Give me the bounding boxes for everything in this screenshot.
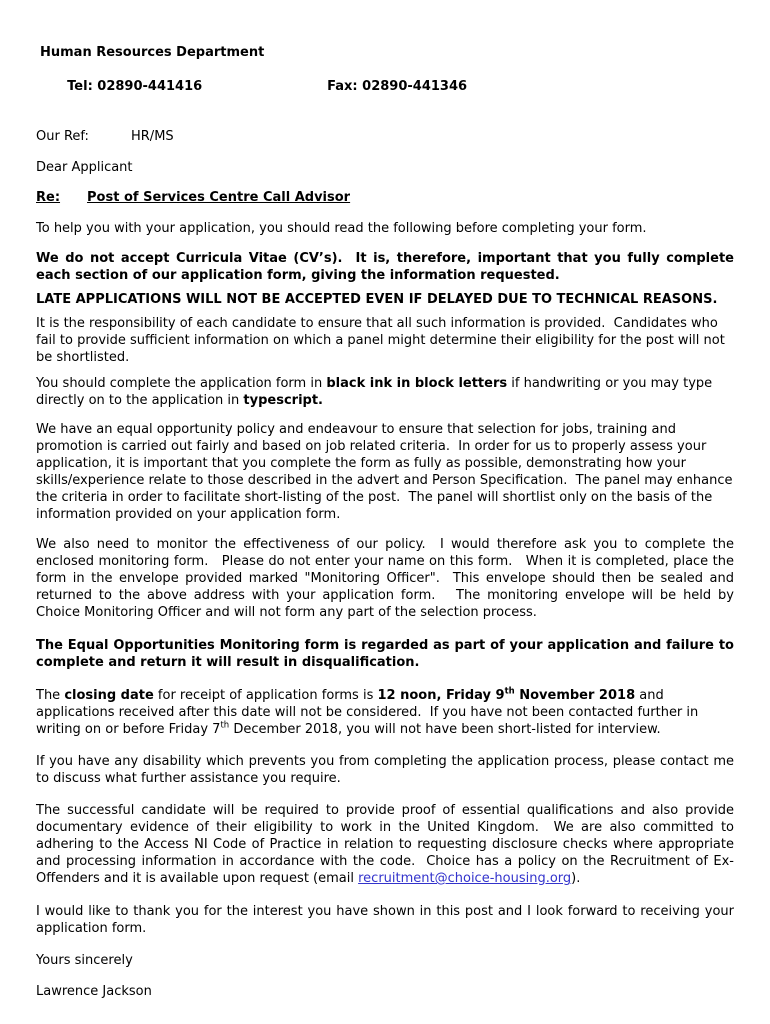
letterhead	[36, 44, 734, 112]
paragraph-monitoring: We also need to monitor the effectiveness of our policy. I would therefore ask you to complete the enclosed monitoring form. Please do not enter your name on this form. When it is completed, place the form in the envelope provided marked "Monitoring Officer". This envelope should then be sealed and returned to the above address with your application form. The monitoring envelope will be held by Choice Monitoring Officer and will not form any part of the selection process.	[36, 537, 739, 620]
successful-text-2: ).	[571, 871, 581, 886]
salutation: Dear Applicant	[36, 160, 133, 175]
closing-ordinal-1: th	[504, 686, 515, 697]
paragraph-no-cv: We do not accept Curricula Vitae (CV’s). It is, therefore, important that you fully complete each section of our application form, giving the information requested.	[36, 251, 739, 283]
black-ink-bold-2: typescript.	[243, 393, 323, 408]
black-ink-text-2: if handwriting or you may type directly on to the application in	[36, 376, 717, 408]
closing-text-3: and applications received after this date will not be considered. If you have not been contacted further in writing on or before Friday 7	[36, 688, 703, 737]
closing-text-1: The	[36, 688, 65, 703]
closing-text-4: December 2018, you will not have been short-listed for interview.	[229, 722, 661, 737]
paragraph-black-ink	[36, 375, 734, 409]
email-link[interactable]: recruitment@choice-housing.org	[358, 871, 572, 886]
reference-row	[36, 128, 734, 145]
paragraph-disability: If you have any disability which prevents you from completing the application process, please contact me to discuss what further assistance you require.	[36, 754, 739, 786]
paragraph-equal-opportunity: We have an equal opportunity policy and endeavour to ensure that selection for jobs, training and promotion is carried out fairly and based on job related criteria. In order for us to properly assess your application, it is important that you complete the form as fully as possible, demonstrating how your skills/experience relate to those described in the advert and Person Specification. The panel may enhance the criteria in order to facilitate short-listing of the post. The panel will shortlist only on the basis of the information provided on your application form.	[36, 422, 737, 522]
closing-deadline-part-1: 12 noon, Friday 9	[377, 688, 505, 703]
subject-label: Re:	[36, 190, 61, 205]
tel-number: Tel: 02890-441416	[67, 79, 203, 94]
paragraph-responsibility: It is the responsibility of each candidate to ensure that all such information is provided. Candidates who fail to provide sufficient information on which a panel might determine their eligibility for the post will not be shortlisted.	[36, 316, 729, 365]
signature-name: Lawrence Jackson	[36, 984, 152, 999]
subject-title: Post of Services Centre Call Advisor	[87, 190, 351, 205]
paragraph-successful-candidate	[36, 802, 739, 887]
closing-date-bold: closing date	[64, 688, 154, 703]
reference-label: Our Ref:	[36, 129, 89, 144]
closing-ordinal-2: th	[220, 720, 230, 731]
valediction: Yours sincerely	[36, 953, 133, 968]
closing-deadline-bold	[377, 688, 635, 703]
closing-text-2: for receipt of application forms is	[153, 688, 378, 703]
subject-row	[36, 189, 734, 206]
successful-text-1: The successful candidate will be required to provide proof of essential qualifications and also provide documentary evidence of their eligibility to work in the United Kingdom. We are also committed to adhering to the Access NI Code of Practice in relation to requesting disclosure checks where appropriate and processing information in accordance with the code. Choice has a policy on the Recruitment of Ex-Offenders and it is available upon request (email	[36, 803, 739, 886]
reference-value: HR/MS	[131, 129, 174, 144]
paragraph-eo-monitoring-bold: The Equal Opportunities Monitoring form is regarded as part of your application and failure to complete and return it will result in disqualification.	[36, 638, 739, 670]
department-title: Human Resources Department	[40, 45, 265, 60]
fax-number: Fax: 02890-441346	[327, 79, 468, 94]
paragraph-intro: To help you with your application, you should read the following before completing your form.	[36, 221, 647, 236]
black-ink-text-1: You should complete the application form in	[36, 376, 327, 391]
paragraph-thanks: I would like to thank you for the interest you have shown in this post and I look forward to receiving your application form.	[36, 904, 739, 936]
paragraph-closing-date	[36, 687, 734, 738]
closing-deadline-part-2: November 2018	[514, 688, 636, 703]
contact-line	[40, 61, 734, 112]
paragraph-late-applications: LATE APPLICATIONS WILL NOT BE ACCEPTED EVEN IF DELAYED DUE TO TECHNICAL REASONS.	[36, 292, 718, 307]
black-ink-bold-1: black ink in block letters	[326, 376, 508, 391]
